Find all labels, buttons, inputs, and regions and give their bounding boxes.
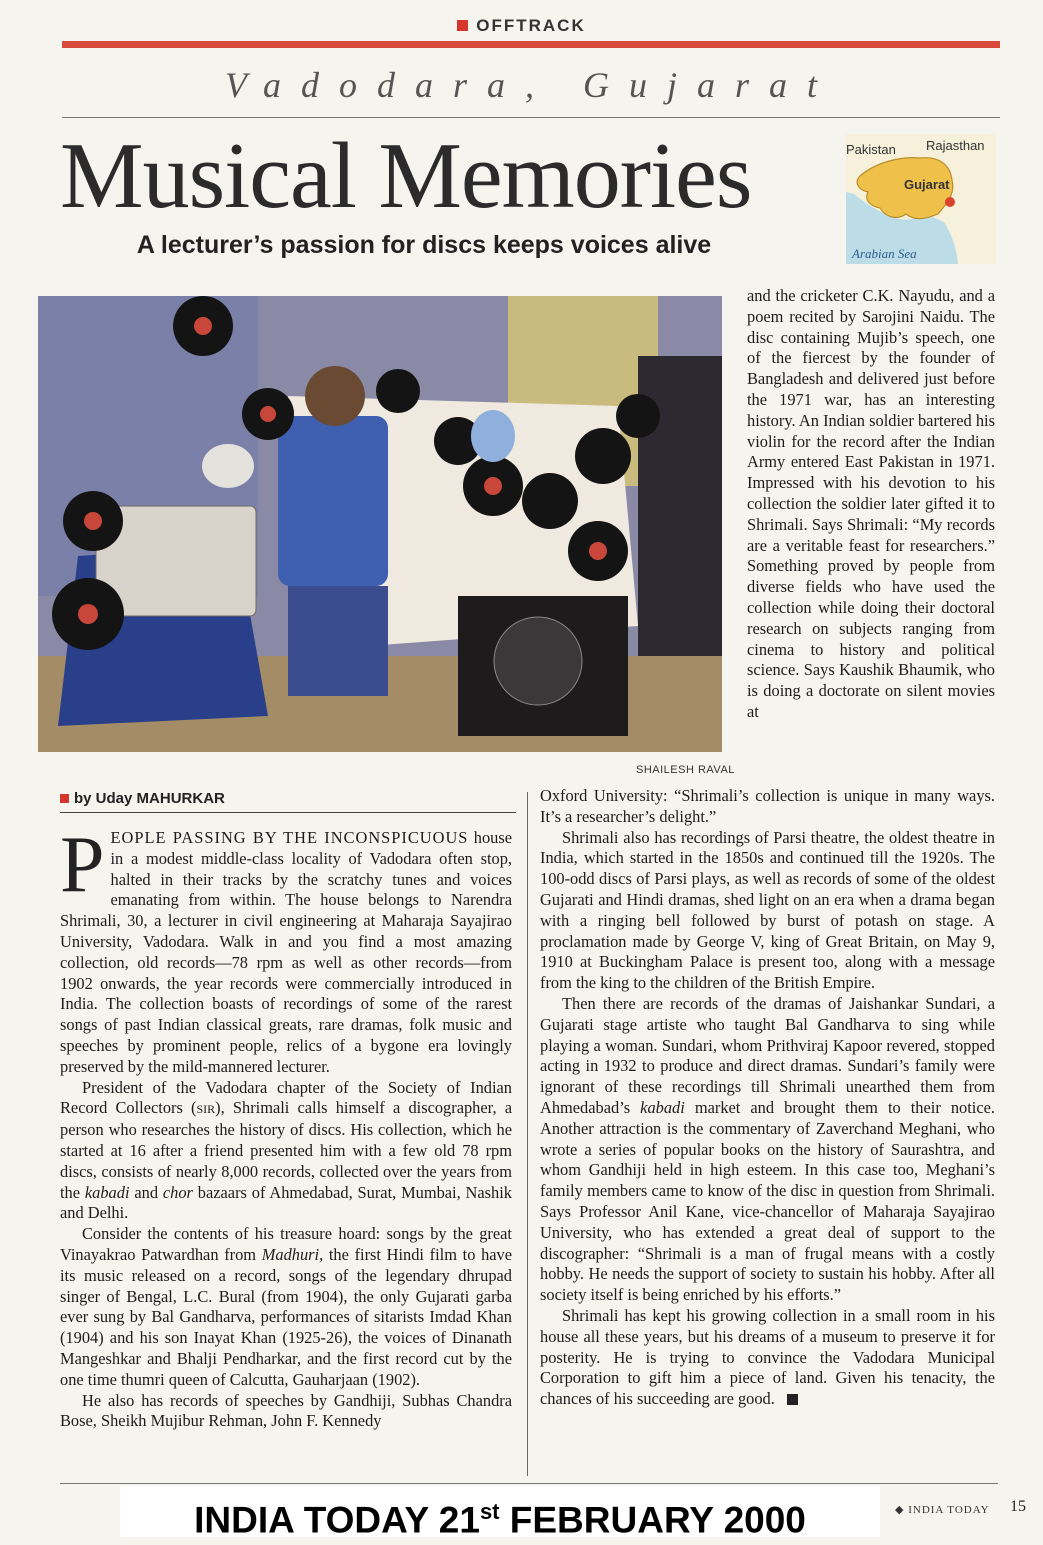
article-paragraph: He also has records of speeches by Gandhiji, Subhas Chandra Bose, Sheikh Mujibur Rehman, John F. Kennedy — [60, 1390, 512, 1431]
byline — [60, 790, 225, 807]
map-label-rajasthan: Rajasthan — [926, 138, 985, 153]
article-paragraph: Consider the contents of his treasure hoard: songs by the great Vinayakrao Patwardhan from Madhuri, the first Hindi film to have its music released on a record, songs of the legendary dhrupad singer of Bengal, L.C. Bural (from 1904), the only Gujarati garba ever sung by Bal Gandharva, performances of sitarists Imdad Khan (1904) and his son Inayat Khan (1925-26), the voices of Dinanath Mangeshkar and Bhalji Pendharkar, and the first record cut by the one time thumri queen of Calcutta, Gauharjaan (1902). — [60, 1224, 513, 1389]
article-paragraph: and the cricketer C.K. Nayudu, and a poem recited by Sarojini Naidu. The disc containing Mujib’s speech, one of the fiercest by the founder of Bangladesh and delivered just before the 1971 war, has an interesting history. An Indian soldier bartered his violin for the record after the Indian Army entered East Pakistan in 1971. Impressed with his devotion to his collection the soldier later gifted it to Shrimali. Says Shrimali: “My records are a veritable feast for researchers.” Something proved by people from diverse fields who have used the collection while doing their doctoral research on subjects ranging from cinema to history and political science. Says Kaushik Bhaumik, who is doing a doctorate on silent movies at — [747, 286, 995, 721]
article-paragraph-final: Shrimali has kept his growing collection in a small room in his house all these years, but his dreams of a museum to preserve it for posterity. He is trying to convince the Vadodara Municipal Corporation to gift him a piece of land. Given his tenacity, the chances of his succeeding are good. — [540, 1305, 995, 1409]
headline: Musical Memories — [60, 124, 752, 228]
end-mark-icon — [787, 1394, 798, 1405]
article-paragraph-lead: PEOPLE PASSING BY THE INCONSPICUOUS house in a modest middle-class locality of Vadodara often stop, halted in their tracks by the scratchy tunes and voices emanating from within. The house belongs to Narendra Shrimali, 30, a lecturer in civil engineering at Maharaja Sayajirao University, Vadodara. Walk in and you find a most amazing collection, old records—78 rpm as well as other records—from 1902 onwards, the year records were commercially introduced in India. The collection boasts of recordings of some of the rarest songs of past Indian classical greats, rare dramas, folk music and speeches by prominent people, relics of a bygone era lovingly preserved by the mild-mannered lecturer. — [60, 821, 512, 1076]
header-hairline — [62, 117, 1000, 118]
column-divider — [527, 792, 528, 1476]
section-square-icon — [457, 20, 468, 31]
photo-blue-disc — [471, 410, 515, 462]
footer-rule — [60, 1483, 998, 1484]
byline-name: MAHURKAR — [136, 790, 225, 807]
page-number: 15 — [1010, 1498, 1026, 1515]
article-paragraph: Then there are records of the dramas of Jaishankar Sundari, a Gujarati stage artiste who taught Bal Gandharva to sing while playing a woman. Sundari, whom Prithviraj Kapoor revered, stopped acting in 1932 to produce and direct dramas. Sundari’s family were ignorant of these recordings till Shrimali unearthed them from Ahmedabad’s kabadi market and brought them to their notice. Another attraction is the commentary of Zaverchand Meghani, who wrote a series of popular books on the history of Saurashtra, and whom Gandhiji held in high esteem. In this case too, Meghani’s family members came to know of the disc in question from Shrimali. Says Professor Anil Kane, vice-chancellor of Maharaja Sayajirao University, who has extended a great deal of support to the discographer: “Shrimali is a man of frugal means with a costly hobby. He needs the support of society to sustain his hobby. After all society itself is being enriched by his efforts.” — [540, 993, 995, 1305]
byline-prefix: by Uday — [74, 790, 133, 807]
folio: ◆ INDIA TODAY — [895, 1504, 990, 1516]
header-red-rule — [62, 41, 1000, 48]
article-column-right-upper — [747, 286, 995, 723]
map-label-pakistan: Pakistan — [846, 142, 896, 157]
deck-subheadline: A lecturer’s passion for discs keeps voices alive — [136, 231, 712, 259]
article-paragraph: President of the Vadodara chapter of the Society of Indian Record Collectors (SIR), Shrimali calls himself a discographer, a person who researches the history of discs. His collection, which he started at 16 after a friend presented him with a few old 78 rpm discs, consists of nearly 8,000 records, collected over the years from the kabadi and chor bazaars of Ahmedabad, Surat, Mumbai, Nashik and Delhi. — [60, 1077, 512, 1223]
photo-credit: SHAILESH RAVAL — [636, 764, 735, 776]
section-tag — [0, 16, 1043, 36]
photo-white-disc — [202, 444, 254, 488]
photo-collector-with-records — [38, 296, 722, 752]
map-vadodara-dot — [945, 197, 955, 207]
photo-turntable — [494, 617, 582, 705]
byline-rule — [60, 812, 516, 813]
source-caption: INDIA TODAY 21st FEBRUARY 2000 — [120, 1486, 880, 1537]
article-paragraph: Shrimali also has recordings of Parsi theatre, the oldest theatre in India, which started in the 1850s and continued till the 1920s. The 100-odd discs of Parsi plays, as well as records of some of the oldest Gujarati and Hindi dramas, shed light on an era when a drama began with a ringing bell followed by burst of potash on stage. A proclamation made by George V, king of Great Britain, on May 9, 1910 at Buckingham Palace is present too, along with a message from the king to the children of the British Empire. — [540, 827, 995, 993]
photo-person-trousers — [288, 586, 388, 696]
dateline-place: Vadodara, Gujarat — [224, 65, 838, 105]
map-label-gujarat: Gujarat — [904, 177, 950, 192]
map-label-sea: Arabian Sea — [852, 246, 917, 261]
photo-person-head — [305, 366, 365, 426]
lead-in-caps: EOPLE PASSING BY THE INCONSPICUOUS — [110, 828, 469, 847]
article-paragraph: Oxford University: “Shrimali’s collection is unique in many ways. It’s a researcher’s delight.” — [540, 786, 995, 826]
article-column-left — [60, 821, 513, 1432]
photo-person-shirt — [278, 416, 388, 586]
article-column-right-lower — [540, 786, 995, 1410]
section-label: OFFTRACK — [476, 16, 586, 35]
drop-cap: P — [60, 821, 105, 909]
byline-square-icon — [60, 794, 69, 803]
gujarat-locator-map — [846, 134, 996, 264]
